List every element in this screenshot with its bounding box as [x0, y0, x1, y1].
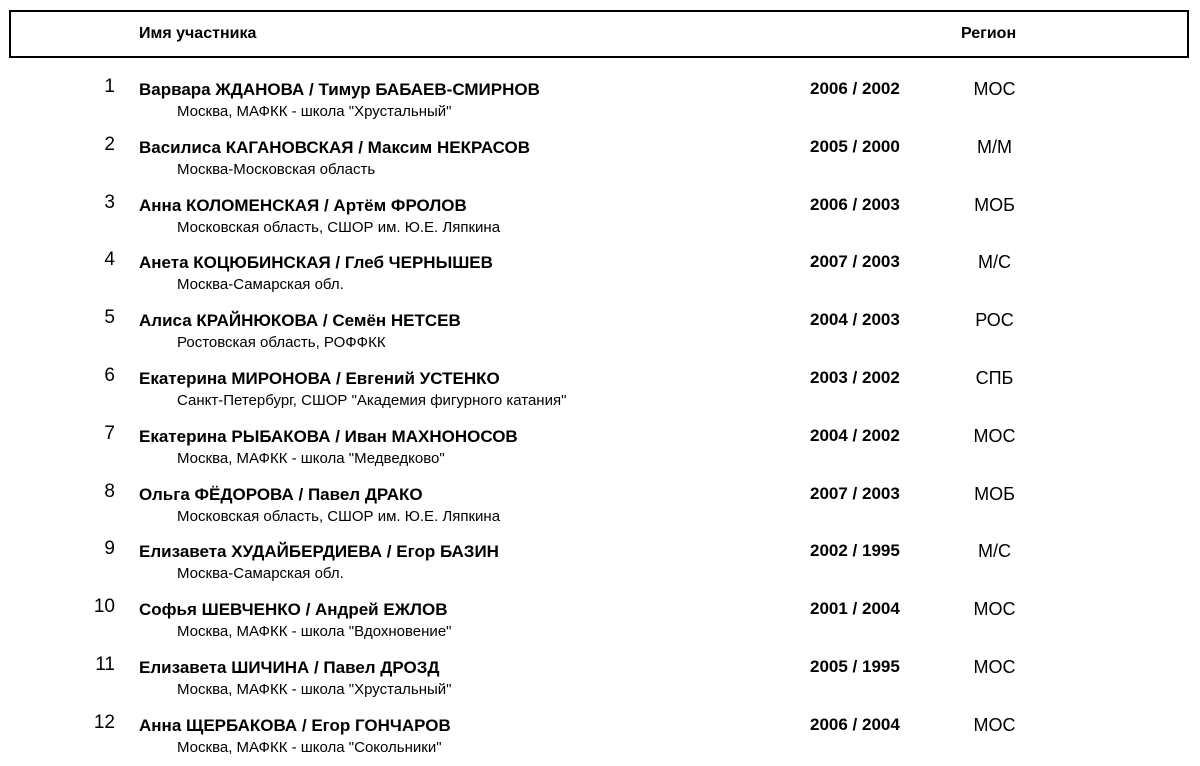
participant-rank: 3: [104, 191, 115, 213]
participant-club: Санкт-Петербург, СШОР "Академия фигурного катания": [177, 391, 567, 409]
participant-rank: 10: [93, 596, 115, 618]
participant-region: РОС: [975, 310, 1014, 331]
participant-birth-years: 2004 / 2003: [810, 310, 900, 330]
participant-region: МОС: [973, 425, 1016, 446]
list-item: [0, 303, 1200, 361]
participant-birth-years: 2006 / 2003: [810, 194, 900, 214]
participant-birth-years: 2003 / 2002: [810, 367, 900, 387]
participant-birth-years: 2004 / 2002: [810, 425, 900, 445]
participant-birth-years: 2005 / 1995: [810, 656, 900, 676]
participant-club: Москва, МАФКК - школа "Сокольники": [177, 738, 442, 756]
participant-rank: 4: [104, 249, 115, 271]
participant-list: [0, 72, 1200, 766]
list-item: [0, 361, 1200, 419]
participant-names: Анна КОЛОМЕНСКАЯ / Артём ФРОЛОВ: [139, 195, 467, 215]
list-item: [0, 592, 1200, 650]
participant-names: Елизавета ХУДАЙБЕРДИЕВА / Егор БАЗИН: [139, 542, 499, 562]
participant-club: Ростовская область, РОФФКК: [177, 334, 386, 352]
column-header-name: Имя участника: [139, 25, 257, 42]
list-item: [0, 130, 1200, 188]
participant-names: Василиса КАГАНОВСКАЯ / Максим НЕКРАСОВ: [139, 137, 531, 157]
participant-names: Анета КОЦЮБИНСКАЯ / Глеб ЧЕРНЫШЕВ: [139, 253, 493, 273]
participant-names: Елизавета ШИЧИНА / Павел ДРОЗД: [139, 657, 440, 677]
participant-birth-years: 2002 / 1995: [810, 541, 900, 561]
participant-names: Ольга ФЁДОРОВА / Павел ДРАКО: [139, 484, 423, 504]
participant-birth-years: 2007 / 2003: [810, 483, 900, 503]
participant-rank: 1: [104, 76, 115, 97]
participant-region: МОС: [973, 656, 1016, 677]
participant-club: Московская область, СШОР им. Ю.Е. Ляпкина: [177, 218, 501, 236]
participant-rank: 6: [104, 364, 115, 386]
participant-region: СПБ: [975, 367, 1014, 388]
participant-club: Москва, МАФКК - школа "Вдохновение": [177, 623, 452, 641]
list-item: [0, 188, 1200, 246]
participant-rank: 2: [104, 133, 115, 155]
list-item: [0, 534, 1200, 592]
participant-region: М/С: [978, 541, 1011, 562]
list-item: [0, 245, 1200, 303]
participant-region: МОС: [973, 79, 1016, 99]
participant-region: М/М: [977, 136, 1012, 157]
participant-names: Софья ШЕВЧЕНКО / Андрей ЕЖЛОВ: [139, 600, 448, 620]
list-item: [0, 72, 1200, 130]
table-header: [9, 10, 1189, 58]
participant-names: Алиса КРАЙНЮКОВА / Семён НЕТСЕВ: [139, 311, 461, 331]
participant-region: МОБ: [974, 483, 1015, 504]
participant-rank: 9: [104, 538, 115, 560]
participant-club: Москва, МАФКК - школа "Медведково": [177, 449, 445, 467]
participant-region: МОБ: [974, 194, 1015, 215]
participant-rank: 11: [95, 653, 115, 675]
participant-names: Екатерина МИРОНОВА / Евгений УСТЕНКО: [139, 368, 500, 388]
participant-club: Москва, МАФКК - школа "Хрустальный": [177, 680, 452, 698]
participant-region: МОС: [973, 714, 1016, 735]
participant-birth-years: 2006 / 2002: [810, 79, 900, 98]
participant-birth-years: 2001 / 2004: [810, 599, 900, 619]
participant-rank: 5: [104, 307, 115, 329]
participant-birth-years: 2007 / 2003: [810, 252, 900, 272]
participant-club: Московская область, СШОР им. Ю.Е. Ляпкина: [177, 507, 501, 525]
participant-region: М/С: [978, 252, 1011, 273]
list-item: [0, 708, 1200, 766]
column-header-region: Регион: [961, 25, 1017, 42]
participant-names: Варвара ЖДАНОВА / Тимур БАБАЕВ-СМИРНОВ: [139, 80, 540, 99]
participant-names: Анна ЩЕРБАКОВА / Егор ГОНЧАРОВ: [139, 715, 451, 735]
participant-rank: 8: [104, 480, 115, 502]
participant-rank: 7: [104, 422, 115, 444]
participant-club: Москва, МАФКК - школа "Хрустальный": [177, 103, 452, 120]
participant-club: Москва-Самарская обл.: [177, 276, 344, 294]
participant-birth-years: 2006 / 2004: [810, 714, 900, 734]
participant-club: Москва-Московская область: [177, 160, 376, 178]
list-item: [0, 477, 1200, 535]
participant-club: Москва-Самарская обл.: [177, 565, 344, 583]
list-item: [0, 650, 1200, 708]
participant-birth-years: 2005 / 2000: [810, 136, 900, 156]
participant-rank: 12: [93, 711, 115, 733]
list-item: [0, 419, 1200, 477]
participant-region: МОС: [973, 599, 1016, 620]
participant-names: Екатерина РЫБАКОВА / Иван МАХНОНОСОВ: [139, 426, 518, 446]
